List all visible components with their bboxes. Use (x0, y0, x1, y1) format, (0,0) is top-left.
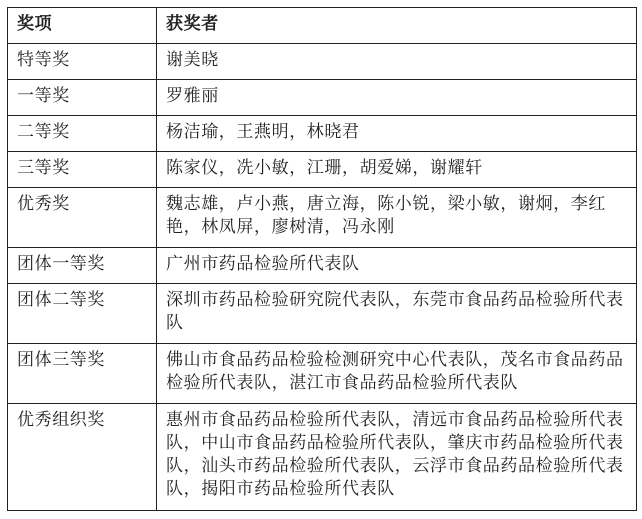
table-row (8, 44, 637, 80)
header-award: 奖项 (8, 8, 157, 44)
table-row (8, 344, 637, 404)
table-header-row (8, 8, 637, 44)
winners-cell: 广州市药品检验所代表队 (157, 248, 637, 284)
awards-table (7, 7, 637, 511)
award-cell: 二等奖 (8, 116, 157, 152)
winners-cell: 谢美晓 (157, 44, 637, 80)
award-cell: 特等奖 (8, 44, 157, 80)
table-row (8, 248, 637, 284)
winners-cell: 陈家仪，冼小敏，江珊，胡爱娣，谢耀轩 (157, 152, 637, 188)
award-cell: 三等奖 (8, 152, 157, 188)
table-row (8, 116, 637, 152)
award-cell: 一等奖 (8, 80, 157, 116)
winners-cell: 罗雅丽 (157, 80, 637, 116)
winners-cell: 杨洁瑜，王燕明，林晓君 (157, 116, 637, 152)
table-row (8, 404, 637, 511)
award-cell: 优秀组织奖 (8, 404, 157, 511)
winners-cell: 佛山市食品药品检验检测研究中心代表队，茂名市食品药品检验所代表队，湛江市食品药品检验所代表队 (157, 344, 637, 404)
award-cell: 团体二等奖 (8, 284, 157, 344)
table-row (8, 80, 637, 116)
winners-cell: 深圳市药品检验研究院代表队，东莞市食品药品检验所代表队 (157, 284, 637, 344)
winners-cell: 魏志雄，卢小燕，唐立海，陈小锐，梁小敏，谢炯，李红艳，林凤屏，廖树清，冯永刚 (157, 188, 637, 248)
winners-cell: 惠州市食品药品检验所代表队，清远市食品药品检验所代表队，中山市食品药品检验所代表队，肇庆市药品检验所代表队，汕头市药品检验所代表队，云浮市食品药品检验所代表队，揭阳市药品检验所代表队 (157, 404, 637, 511)
award-cell: 团体三等奖 (8, 344, 157, 404)
table-row (8, 284, 637, 344)
award-cell: 优秀奖 (8, 188, 157, 248)
table-row (8, 152, 637, 188)
award-cell: 团体一等奖 (8, 248, 157, 284)
table-row (8, 188, 637, 248)
header-winners: 获奖者 (157, 8, 637, 44)
